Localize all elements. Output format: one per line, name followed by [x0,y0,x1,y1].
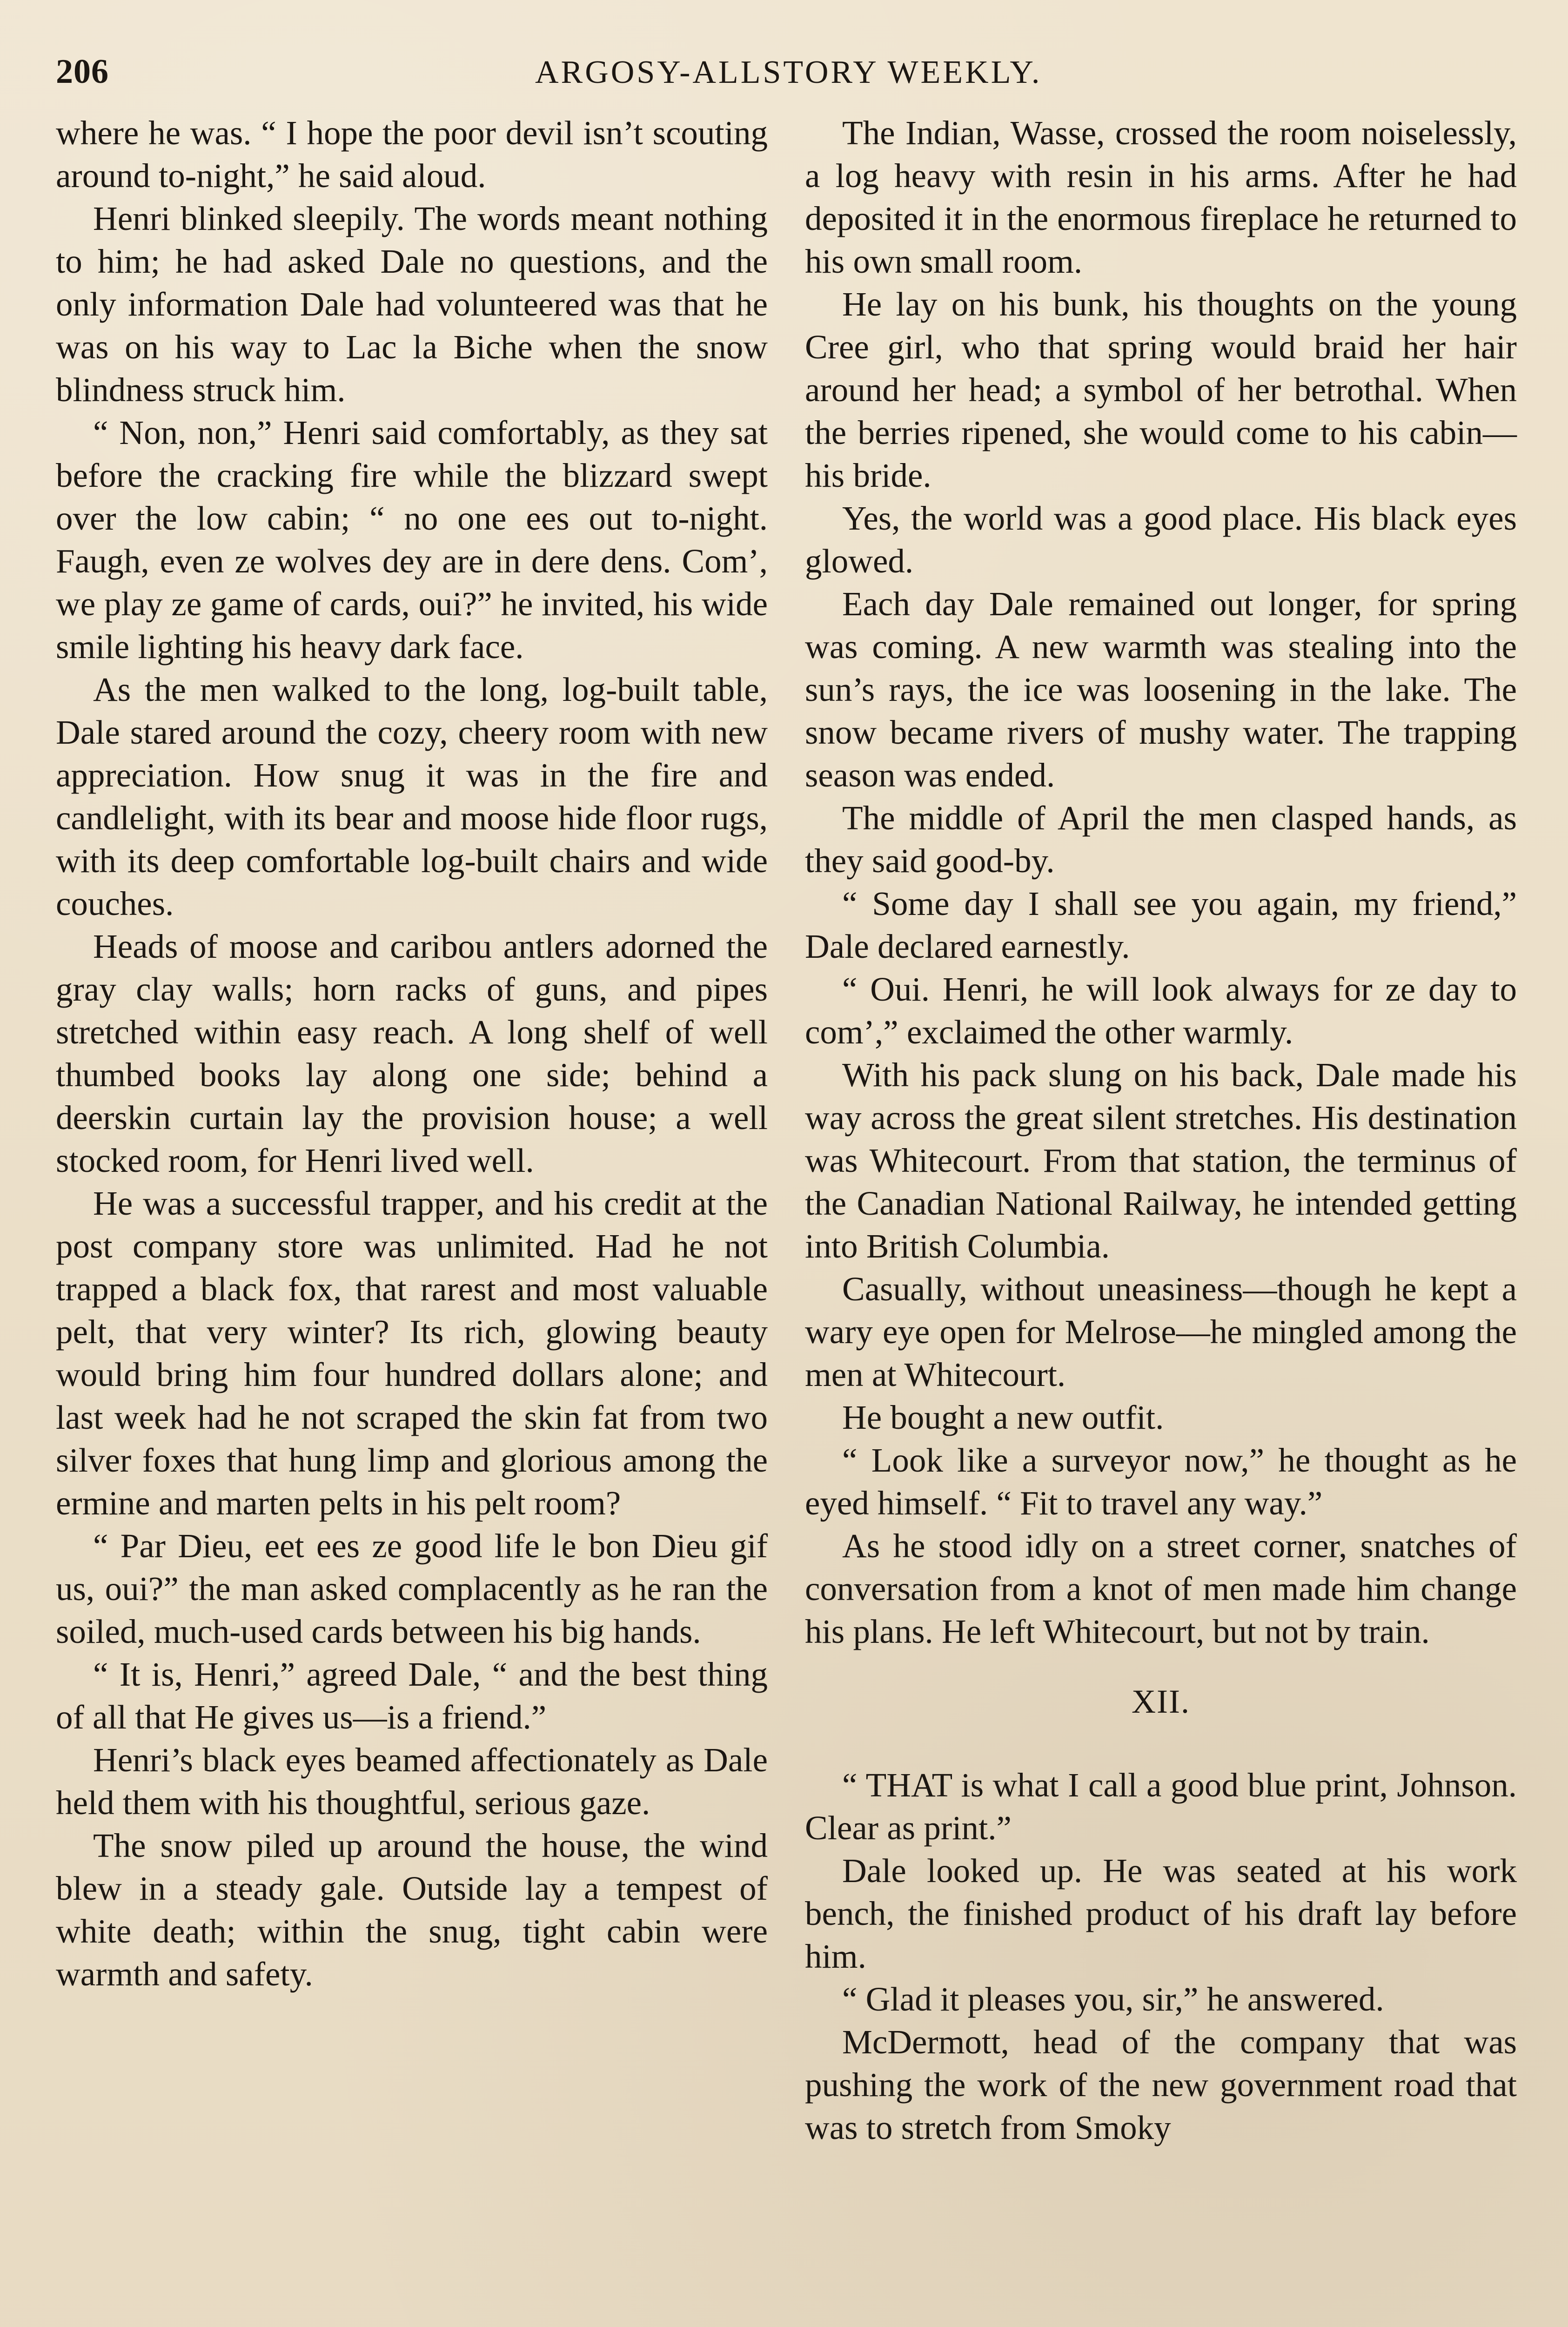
left-paragraph-4: As the men walked to the long, log-built table, Dale stared around the cozy, cheery room with new appreciation. How snug it was in the fire and candlelight, with its bear and moose hide floor rugs, with its deep comfortable log-built chairs and wide couches. [56,671,768,922]
right-paragraph-10: He bought a new outfit. [842,1399,1164,1436]
right-paragraph-6: “ Some day I shall see you again, my friend,” Dale declared earnestly. [805,885,1517,965]
right-paragraph-11: “ Look like a surveyor now,” he thought as he eyed himself. “ Fit to travel any way.” [805,1441,1517,1522]
left-paragraph-6: He was a successful trapper, and his credit at the post company store was unlimited. Had he not trapped a black fox, that rarest and most valuable pelt, that very winter? Its rich, glowing beauty would bring him four hundred dollars alone; and last week had he not scraped the skin fat from two silver foxes that hung limp and glorious among the ermine and marten pelts in his pelt room? [56,1184,768,1522]
text-columns [56,112,1517,2149]
right-paragraph-4: Each day Dale remained out longer, for spring was coming. A new warmth was stealing into the sun’s rays, the ice was loosening in the lake. The snow became rivers of mushy water. The trapping season was ended. [805,585,1517,794]
page-header [56,52,1517,103]
section-paragraph-1: “ THAT is what I call a good blue print, Johnson. Clear as print.” [805,1766,1517,1847]
section-title: XII. [1132,1683,1190,1720]
running-head: ARGOSY-ALLSTORY WEEKLY. [535,54,1042,90]
section-paragraph-2: Dale looked up. He was seated at his work bench, the finished product of his draft lay before him. [805,1852,1517,1975]
left-column [56,112,768,1996]
section-paragraph-3: “ Glad it pleases you, sir,” he answered. [842,1980,1384,2018]
left-paragraph-9: Henri’s black eyes beamed affectionately as Dale held them with his thoughtful, serious gaze. [56,1741,768,1822]
right-paragraph-2: He lay on his bunk, his thoughts on the young Cree girl, who that spring would braid her hair around her head; a symbol of her betrothal. When the berries ripened, she would come to his cabin—his bride. [805,285,1517,494]
left-paragraph-1: where he was. “ I hope the poor devil isn’t scouting around to-night,” he said aloud. [56,114,768,195]
left-paragraph-2: Henri blinked sleepily. The words meant nothing to him; he had asked Dale no questions, and the only information Dale had volunteered was that he was on his way to Lac la Biche when the snow blindness struck him. [56,200,768,409]
right-paragraph-8: With his pack slung on his back, Dale made his way across the great silent stretches. His destination was Whitecourt. From that station, the terminus of the Canadian National Railway, he intended getting into British Columbia. [805,1056,1517,1265]
left-paragraph-10: The snow piled up around the house, the wind blew in a steady gale. Outside lay a tempest of white death; within the snug, tight cabin were warmth and safety. [56,1827,768,1993]
page-number: 206 [56,53,109,91]
right-paragraph-12: As he stood idly on a street corner, snatches of conversation from a knot of men made him change his plans. He left Whitecourt, but not by train. [805,1527,1517,1650]
left-paragraph-7: “ Par Dieu, eet ees ze good life le bon Dieu gif us, oui?” the man asked complacently as he ran the soiled, much-used cards between his big hands. [56,1527,768,1650]
right-column [805,112,1517,2149]
right-paragraph-7: “ Oui. Henri, he will look always for ze day to com’,” exclaimed the other warmly. [805,970,1517,1051]
left-paragraph-8: “ It is, Henri,” agreed Dale, “ and the best thing of all that He gives us—is a friend.” [56,1655,768,1736]
right-paragraph-1: The Indian, Wasse, crossed the room noiselessly, a log heavy with resin in his arms. After he had deposited it in the enormous fireplace he returned to his own small room. [805,114,1517,280]
right-paragraph-5: The middle of April the men clasped hands, as they said good-by. [805,799,1517,880]
section-paragraph-4: McDermott, head of the company that was pushing the work of the new government road that was to stretch from Smoky [805,2023,1517,2146]
left-paragraph-5: Heads of moose and caribou antlers adorned the gray clay walls; horn racks of guns, and pipes stretched within easy reach. A long shelf of well thumbed books lay along one side; behind a deerskin curtain lay the provision house; a well stocked room, for Henri lived well. [56,928,768,1179]
left-paragraph-3: “ Non, non,” Henri said comfortably, as they sat before the cracking fire while the blizzard swept over the low cabin; “ no one ees out to-night. Faugh, even ze wolves dey are in dere dens. Com’, we play ze game of cards, oui?” he invited, his wide smile lighting his heavy dark face. [56,414,768,666]
right-paragraph-9: Casually, without uneasiness—though he kept a wary eye open for Melrose—he mingled among the men at Whitecourt. [805,1270,1517,1393]
right-paragraph-3: Yes, the world was a good place. His black eyes glowed. [805,499,1517,580]
